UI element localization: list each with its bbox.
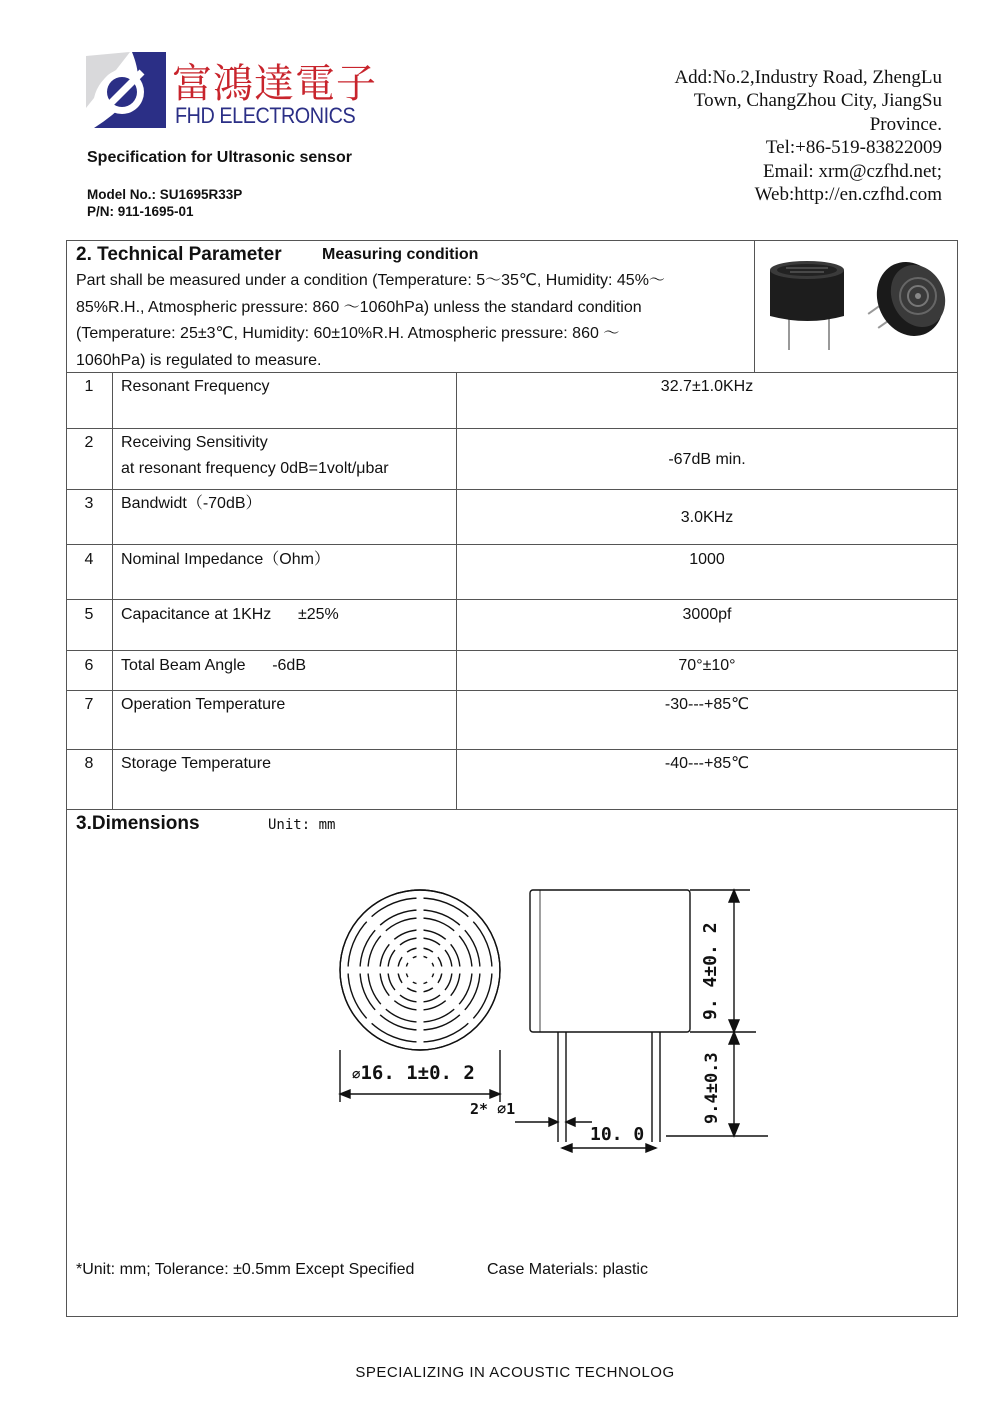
case-material: Case Materials: plastic [487, 1261, 648, 1278]
table-row-value: -40---+85℃ [664, 755, 750, 772]
dimensions-title: 3.Dimensions [76, 813, 200, 834]
measuring-condition-title: Measuring condition [322, 246, 479, 263]
table-row-parameter: Operation Temperature [121, 696, 286, 713]
diameter-label [352, 1062, 475, 1084]
table-row-number: 5 [84, 606, 94, 623]
product-photo [758, 244, 954, 370]
spec-title: Specification for Ultrasonic sensor [87, 149, 352, 166]
table-row-number: 3 [84, 495, 94, 512]
phone-line: Tel:+86-519-83822009 [765, 137, 942, 159]
table-row-value: 3000pf [682, 606, 732, 623]
address-line: Town, ChangZhou City, JiangSu [693, 90, 942, 112]
table-row-parameter: Capacitance at 1KHz ±25% [121, 606, 339, 623]
table-row-parameter: Total Beam Angle -6dB [121, 657, 306, 674]
logo-english-name: FHD ELECTRONICS [175, 103, 356, 128]
table-border [67, 809, 957, 810]
table-border [67, 544, 957, 545]
web-line: Web:http://en.czfhd.com [754, 184, 942, 206]
company-address [612, 66, 942, 206]
address-line: Province. [869, 113, 942, 135]
pin-diameter-label: 2* ⌀1 [470, 1100, 516, 1118]
table-row-value: 32.7±1.0KHz [660, 378, 754, 395]
table-row-number: 1 [84, 378, 94, 395]
condition-line: 1060hPa) is regulated to measure. [76, 351, 322, 369]
company-logo [86, 52, 166, 128]
table-row-value: 1000 [689, 551, 725, 568]
logo-chinese-name: 富鴻達電子 [172, 61, 377, 107]
email-line: Email: xrm@czfhd.net; [763, 160, 942, 182]
table-border [67, 372, 957, 373]
diameter-value: 16. 1±0. 2 [360, 1062, 475, 1084]
part-number: P/N: 911-1695-01 [87, 204, 194, 219]
table-row-parameter: Nominal Impedance（Ohm） [121, 551, 330, 568]
table-border [67, 599, 957, 600]
table-row-number: 8 [84, 755, 94, 772]
table-row-parameter-sub: at resonant frequency 0dB=1volt/μbar [121, 460, 389, 477]
table-row-parameter: Storage Temperature [121, 755, 272, 772]
table-row-number: 7 [84, 696, 94, 713]
condition-line: (Temperature: 25±3℃, Humidity: 60±10%R.H. Atmospheric pressure: 860 ～ [76, 325, 620, 342]
address-line: Add:No.2,Industry Road, ZhengLu [674, 67, 942, 88]
front-view-drawing [340, 890, 500, 1050]
table-row-value: -67dB min. [668, 451, 746, 468]
tolerance-note: *Unit: mm; Tolerance: ±0.5mm Except Specified [76, 1261, 415, 1278]
table-row-number: 2 [84, 434, 94, 451]
table-border [112, 372, 113, 810]
table-border [67, 650, 957, 651]
table-row-value: -30---+85℃ [664, 696, 750, 713]
diameter-icon: ⌀ [352, 1067, 361, 1083]
page-footer: SPECIALIZING IN ACOUSTIC TECHNOLOG [355, 1364, 675, 1381]
condition-line: Part shall be measured under a condition (Temperature: 5～35℃, Humidity: 45%～ [76, 272, 665, 289]
pin-length-label: 9.4±0.3 [702, 1052, 722, 1124]
table-border [67, 690, 957, 691]
dimensions-unit: Unit: mm [268, 817, 336, 833]
table-border [456, 372, 457, 810]
measuring-condition-text [76, 268, 756, 374]
body-height-label: 9. 4±0. 2 [700, 922, 721, 1020]
table-row-parameter: Resonant Frequency [121, 378, 270, 395]
table-row-number: 4 [84, 551, 94, 568]
table-border [67, 749, 957, 750]
table-border [67, 489, 957, 490]
condition-line: 85%R.H., Atmospheric pressure: 860 ～1060hPa) unless the standard condition [76, 298, 642, 316]
model-number: Model No.: SU1695R33P [87, 187, 243, 202]
table-row-number: 6 [84, 657, 94, 674]
table-row-parameter: Bandwidt（-70dB） [121, 495, 262, 512]
table-row-value: 70°±10° [678, 657, 736, 674]
pin-pitch-label: 10. 0 [590, 1124, 645, 1145]
table-border [67, 428, 957, 429]
table-row-value: 3.0KHz [680, 509, 734, 526]
table-row-parameter: Receiving Sensitivity [121, 434, 268, 451]
technical-parameter-title: 2. Technical Parameter [76, 244, 282, 265]
